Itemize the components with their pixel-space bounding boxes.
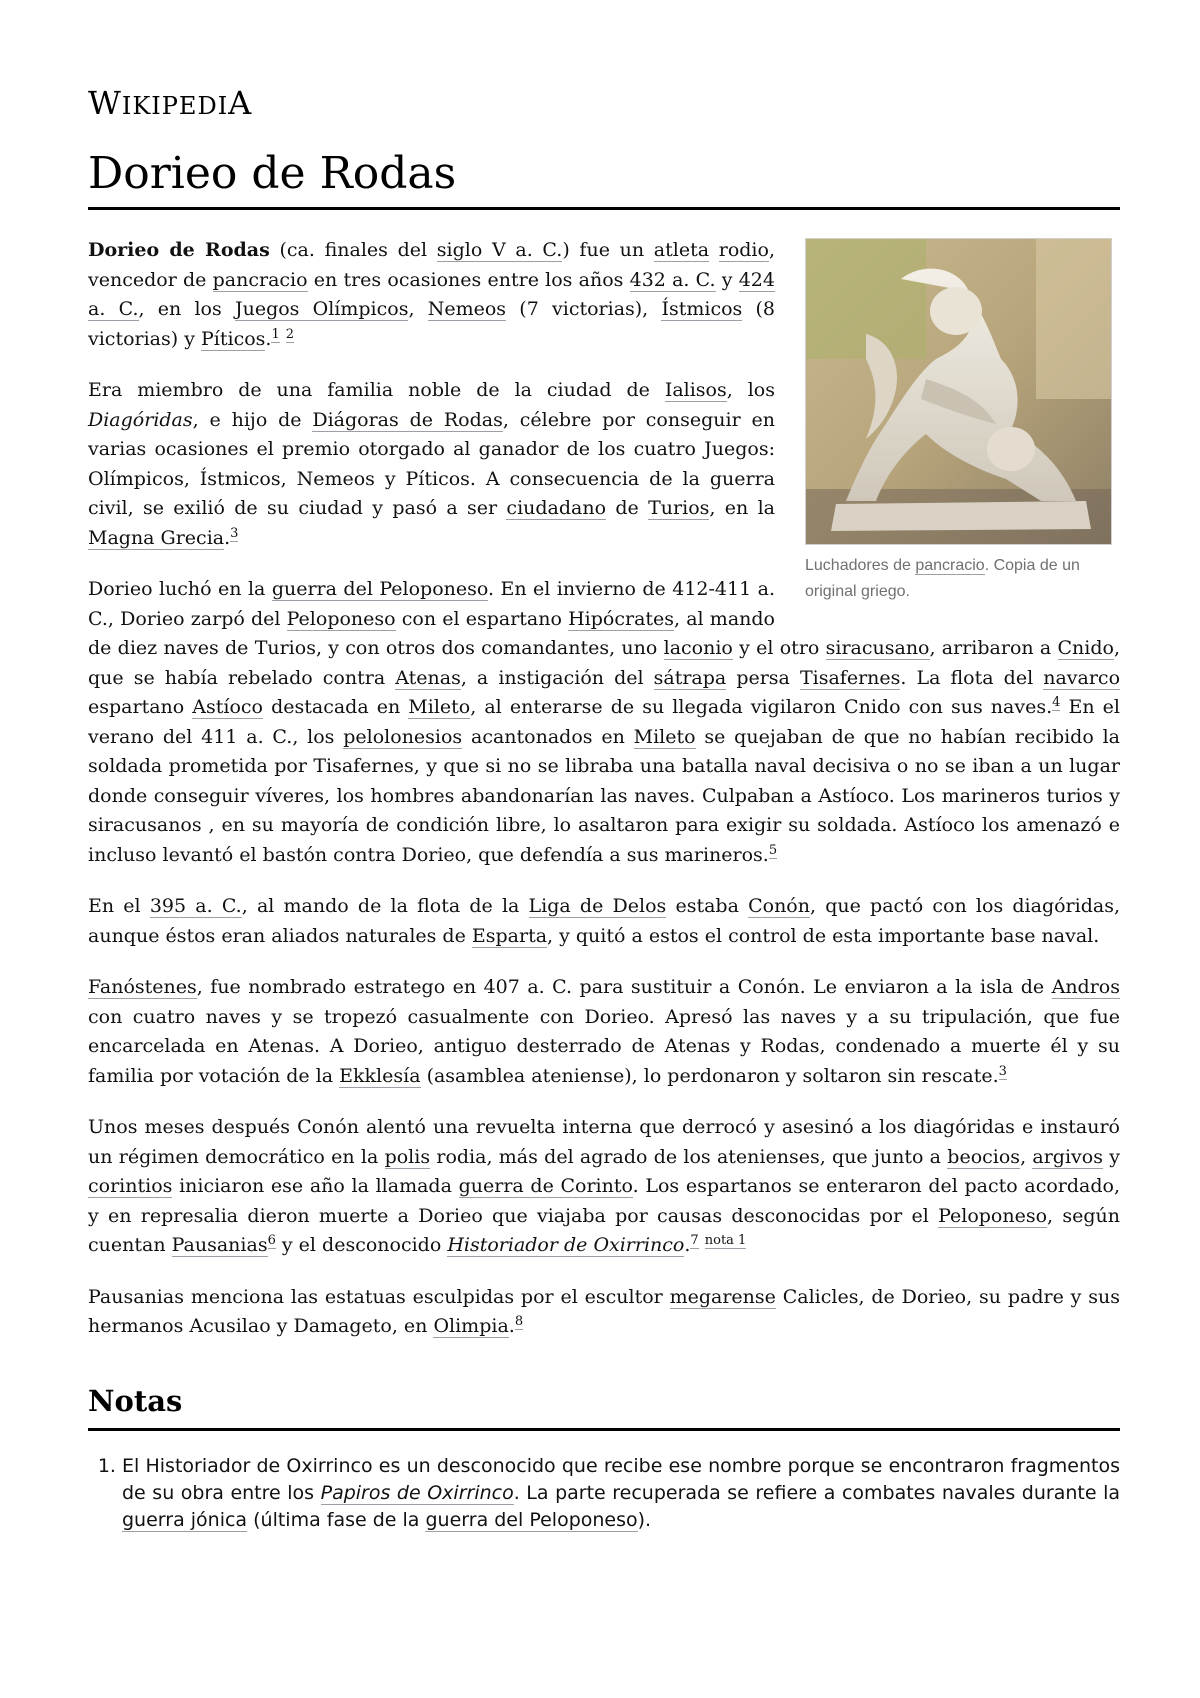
- link-navarco[interactable]: navarco: [1043, 666, 1121, 689]
- link-395[interactable]: 395 a. C.: [149, 895, 242, 917]
- link-andros[interactable]: Andros: [1051, 976, 1120, 998]
- link-peloponeso-2[interactable]: Peloponeso: [938, 1204, 1048, 1227]
- link-ciudadano[interactable]: ciudadano: [506, 497, 607, 519]
- link-corintios[interactable]: corintios: [88, 1175, 173, 1197]
- link-turios[interactable]: Turios: [648, 497, 710, 519]
- link-megarense[interactable]: megarense: [669, 1285, 776, 1308]
- link-424[interactable]: 424 a. C.: [88, 268, 775, 320]
- paragraph-7: Pausanias menciona las estatuas esculpidas por el escultor megarense Calicles, de Dorieo, su padre y sus hermanos Acusilao y Damageto, en Olimpia.$^8$: [88, 1285, 1120, 1337]
- page-title: Dorieo de Rodas: [88, 148, 457, 199]
- reference-8[interactable]: 8: [514, 1314, 524, 1329]
- paragraph-2: Era miembro de una familia noble de la ciudad de Ialisos, los Diagóridas, e hijo de Diágoras de Rodas, célebre por conseguir en varias ocasiones el premio otorgado al ganador de los cuatro Juegos: Olímpicos, Ístmicos, Nemeos y Píticos. A consecuencia de la guerra civil, se exilió de su ciudad y pasó a ser ciudadano de Turios, en la Magna Grecia.$^3$: [88, 379, 775, 549]
- link-conon[interactable]: Conón: [748, 895, 810, 917]
- reference-2[interactable]: 2: [285, 326, 295, 342]
- paragraph-5: Fanóstenes, fue nombrado estratego en 407 a. C. para sustituir a Conón. Le enviaron a la isla de Andros con cuatro naves y se tropezó casualmente con Dorieo. Apresó las naves y a su tripulación, que fue encarcelada en Atenas. A Dorieo, antiguo desterrado de Atenas y Rodas, condenado a muerte él y su familia por votación de la Ekklesía (asamblea ateniense), lo perdonaron y soltaron sin rescate.$^3$: [88, 976, 1120, 1087]
- link-432[interactable]: 432 a. C.: [629, 268, 716, 291]
- link-pelolonesios[interactable]: pelolonesios: [343, 725, 463, 748]
- reference-3b[interactable]: 3: [998, 1063, 1007, 1079]
- article-figure: [805, 238, 1120, 605]
- note-reference-1[interactable]: nota 1: [704, 1233, 747, 1248]
- link-juegos-olimpicos[interactable]: Juegos Olímpicos: [234, 298, 409, 320]
- link-diagoras[interactable]: Diágoras de Rodas: [312, 408, 503, 431]
- reference-1[interactable]: 1: [271, 326, 280, 342]
- link-pancracio[interactable]: pancracio: [212, 268, 308, 291]
- wrestlers-statue-image[interactable]: [805, 238, 1112, 545]
- link-liga-delos[interactable]: Liga de Delos: [528, 895, 667, 917]
- link-astioco[interactable]: Astíoco: [192, 696, 263, 718]
- link-atleta[interactable]: atleta: [653, 239, 710, 261]
- reference-7[interactable]: 7: [690, 1233, 699, 1248]
- link-magna-grecia[interactable]: Magna Grecia: [88, 526, 225, 549]
- link-mileto-2[interactable]: Mileto: [633, 725, 696, 748]
- link-guerra-jonica[interactable]: guerra jónica: [122, 1509, 248, 1532]
- reference-6[interactable]: 6: [267, 1233, 276, 1248]
- link-hipocrates[interactable]: Hipócrates: [568, 607, 675, 630]
- article-body: [88, 236, 1120, 1534]
- paragraph-1: Dorieo de Rodas (ca. finales del siglo V a. C.) fue un atleta rodio, vencedor de pancracio en tres ocasiones entre los años 432 a. C. y 424 a. C., en los Juegos Olímpicos, Nemeos (7 victorias), Ístmicos (8 victorias) y Píticos.$^1$ $^2$: [88, 239, 776, 350]
- link-ialisos[interactable]: Ialisos: [664, 379, 727, 401]
- reference-5[interactable]: 5: [768, 842, 778, 858]
- link-siracusano[interactable]: siracusano: [825, 637, 930, 659]
- paragraph-3: Dorieo luchó en la guerra del Peloponeso. En el invierno de 412-411 a. C., Dorieo zarpó del Peloponeso con el espartano Hipócrates, al mando de diez naves de Turios, y con otros dos comandantes, uno laconio y el otro siracusano, arribaron a Cnido, que se había rebelado contra Atenas, a instigación del sátrapa persa Tisafernes. La flota del navarco espartano Astíoco destacada en Mileto, al enterarse de su llegada vigilaron Cnido con sus naves.$^4$ En el verano del 411 a. C., los pelolonesios acantonados en Mileto se quejaban de que no habían recibido la soldada prometida por Tisafernes, y que si no se libraba una batalla naval decisiva o no se iban a un lugar donde conseguir víveres, los hombres abandonarían las naves. Culpaban a Astíoco. Los marineros turios y siracusanos , en su mayoría de condición libre, lo asaltaron para exigir su soldada. Astíoco los amenazó e incluso levantó el bastón contra Dorieo, que defendía a sus marineros.$^5$: [88, 578, 1121, 866]
- link-peloponeso[interactable]: Peloponeso: [286, 607, 396, 630]
- link-argivos[interactable]: argivos: [1032, 1145, 1103, 1168]
- wikipedia-logo[interactable]: WIKIPEDIA: [88, 84, 253, 122]
- link-guerra-peloponeso-2[interactable]: guerra del Peloponeso: [425, 1509, 638, 1532]
- link-mileto[interactable]: Mileto: [408, 696, 471, 718]
- link-fanostenes[interactable]: Fanóstenes: [88, 976, 197, 998]
- caption-link-pancracio[interactable]: pancracio: [915, 557, 985, 574]
- link-historiador-oxirrinco[interactable]: Historiador de Oxirrinco: [447, 1234, 685, 1256]
- paragraph-4: En el 395 a. C., al mando de la flota de la Liga de Delos estaba Conón, que pactó con los diagóridas, aunque éstos eran aliados naturales de Esparta, y quitó a estos el control de esta importante base naval.: [88, 895, 1120, 947]
- reference-4[interactable]: 4: [1052, 695, 1061, 710]
- figure-caption: Luchadores de pancracio. Copia de un original griego.: [805, 557, 1080, 600]
- link-pausanias[interactable]: Pausanias: [171, 1234, 268, 1256]
- link-guerra-peloponeso[interactable]: guerra del Peloponeso: [271, 578, 488, 600]
- link-polis[interactable]: polis: [384, 1145, 431, 1168]
- link-ekklesia[interactable]: Ekklesía: [339, 1064, 421, 1087]
- link-siglo-v[interactable]: siglo V a. C.: [436, 239, 563, 261]
- reference-3[interactable]: 3: [230, 525, 239, 541]
- paragraph-6: Unos meses después Conón alentó una revuelta interna que derrocó y asesinó a los diagóridas e instauró un régimen democrático en la polis rodia, más del agrado de los atenienses, que junto a beocios, argivos y corintios iniciaron ese año la llamada guerra de Corinto. Los espartanos se enteraron del pacto acordado, y en represalia dieron muerte a Dorieo que viajaba por causas desconocidas por el Peloponeso, según cuentan Pausanias$^6$ y el desconocido Historiador de Oxirrinco.$^7$ $^{nota 1}$: [88, 1116, 1120, 1256]
- link-satrapa[interactable]: sátrapa: [653, 666, 727, 689]
- link-beocios[interactable]: beocios: [947, 1145, 1021, 1168]
- link-cnido[interactable]: Cnido: [1057, 637, 1114, 659]
- link-laconio[interactable]: laconio: [663, 637, 733, 659]
- link-atenas[interactable]: Atenas: [395, 666, 461, 689]
- link-piticos[interactable]: Píticos: [201, 327, 266, 350]
- link-esparta[interactable]: Esparta: [471, 924, 548, 947]
- link-rodio[interactable]: rodio: [718, 239, 769, 261]
- link-papiros-oxirrinco[interactable]: Papiros de Oxirrinco: [320, 1482, 514, 1505]
- article-subject: Dorieo de Rodas: [88, 239, 270, 261]
- link-tisafernes[interactable]: Tisafernes: [799, 666, 901, 689]
- notas-divider: [88, 1428, 1120, 1431]
- link-istmicos[interactable]: Ístmicos: [661, 298, 743, 320]
- link-olimpia[interactable]: Olimpia: [433, 1315, 509, 1337]
- notes-list: [88, 1453, 1120, 1534]
- notas-heading: Notas: [88, 1383, 183, 1418]
- link-guerra-corinto[interactable]: guerra de Corinto: [458, 1175, 633, 1197]
- note-item-1: 1. El Historiador de Oxirrinco es un desconocido que recibe ese nombre porque se encontraron fragmentos de su obra entre los Papiros de Oxirrinco. La parte recuperada se refiere a combates navales durante la guerra jónica (última fase de la guerra del Peloponeso).: [122, 1453, 1120, 1534]
- link-nemeos[interactable]: Nemeos: [427, 298, 507, 320]
- title-divider: [88, 207, 1120, 210]
